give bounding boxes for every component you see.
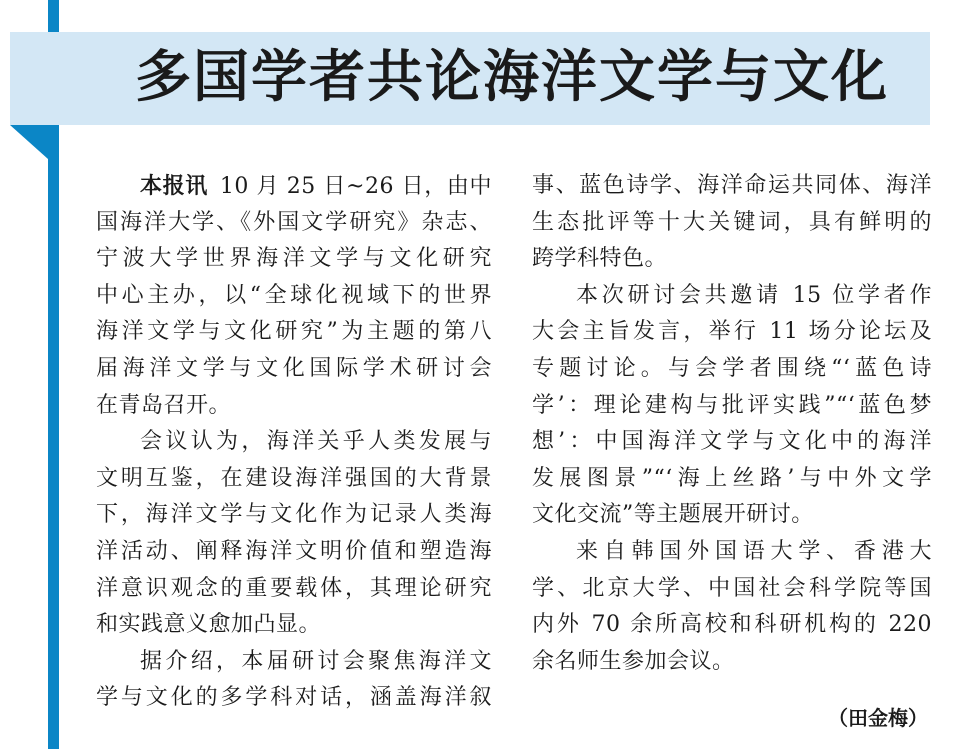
- article-line: 学、北京大学、中国社会科学院等国: [532, 575, 932, 601]
- article-line: 内外 70 余所高校和科研机构的 220: [532, 612, 932, 638]
- article-line: 学与文化的多学科对话，涵盖海洋叙: [96, 685, 492, 711]
- article-line: 文明互鉴，在建设海洋强国的大背景: [96, 465, 492, 491]
- headline-banner: [10, 32, 930, 125]
- article-line: 跨学科特色。: [532, 246, 668, 272]
- accent-bar-top: [48, 0, 59, 32]
- article-line: 届海洋文学与文化国际学术研讨会: [96, 355, 492, 381]
- article-line: 发展图景”“‘海上丝路’与中外文学: [532, 465, 932, 491]
- article-lead: 本报讯: [140, 173, 208, 199]
- article-line: 学’：理论建构与批评实践”“‘蓝色梦: [532, 392, 932, 418]
- article-line: 洋意识观念的重要载体，其理论研究: [96, 575, 492, 601]
- accent-bar-side: [48, 125, 59, 749]
- article-line: 洋活动、阐释海洋文明价值和塑造海: [96, 538, 492, 564]
- headline: 多国学者共论海洋文学与文化: [135, 45, 889, 110]
- article-column-right: [532, 168, 932, 680]
- article-line: 宁波大学世界海洋文学与文化研究: [96, 246, 492, 272]
- article-line: 专题讨论。与会学者围绕“‘蓝色诗: [532, 355, 932, 381]
- article-line: 中心主办，以“全球化视域下的世界: [96, 282, 492, 308]
- article-line: 和实践意义愈加凸显。: [96, 612, 322, 638]
- byline: （田金梅）: [828, 706, 928, 730]
- article-line: 事、蓝色诗学、海洋命运共同体、海洋: [532, 173, 932, 198]
- article-line: 海洋文学与文化研究”为主题的第八: [96, 319, 492, 345]
- article-line: 下，海洋文学与文化作为记录人类海: [96, 502, 492, 528]
- article-line: 本报讯 10 月 25 日~26 日，由中: [140, 173, 492, 199]
- article-line: 生态批评等十大关键词，具有鲜明的: [532, 209, 932, 235]
- article-line: 会议认为，海洋关乎人类发展与: [140, 429, 492, 455]
- article-line: 本次研讨会共邀请 15 位学者作: [576, 282, 932, 308]
- banner-corner-triangle: [10, 125, 48, 159]
- article-line: 文化交流”等主题展开研讨。: [532, 502, 814, 528]
- article-line: 大会主旨发言，举行 11 场分论坛及: [532, 319, 932, 345]
- article-column-left: [96, 168, 492, 717]
- article-line: 在青岛召开。: [96, 392, 232, 418]
- article-line: 据介绍，本届研讨会聚焦海洋文: [140, 648, 492, 674]
- article-line: 来自韩国外国语大学、香港大: [576, 538, 932, 564]
- article-line: 想’：中国海洋文学与文化中的海洋: [532, 429, 932, 455]
- article-line: 余名师生参加会议。: [532, 648, 735, 674]
- article-line: 国海洋大学、《外国文学研究》杂志、: [96, 209, 492, 235]
